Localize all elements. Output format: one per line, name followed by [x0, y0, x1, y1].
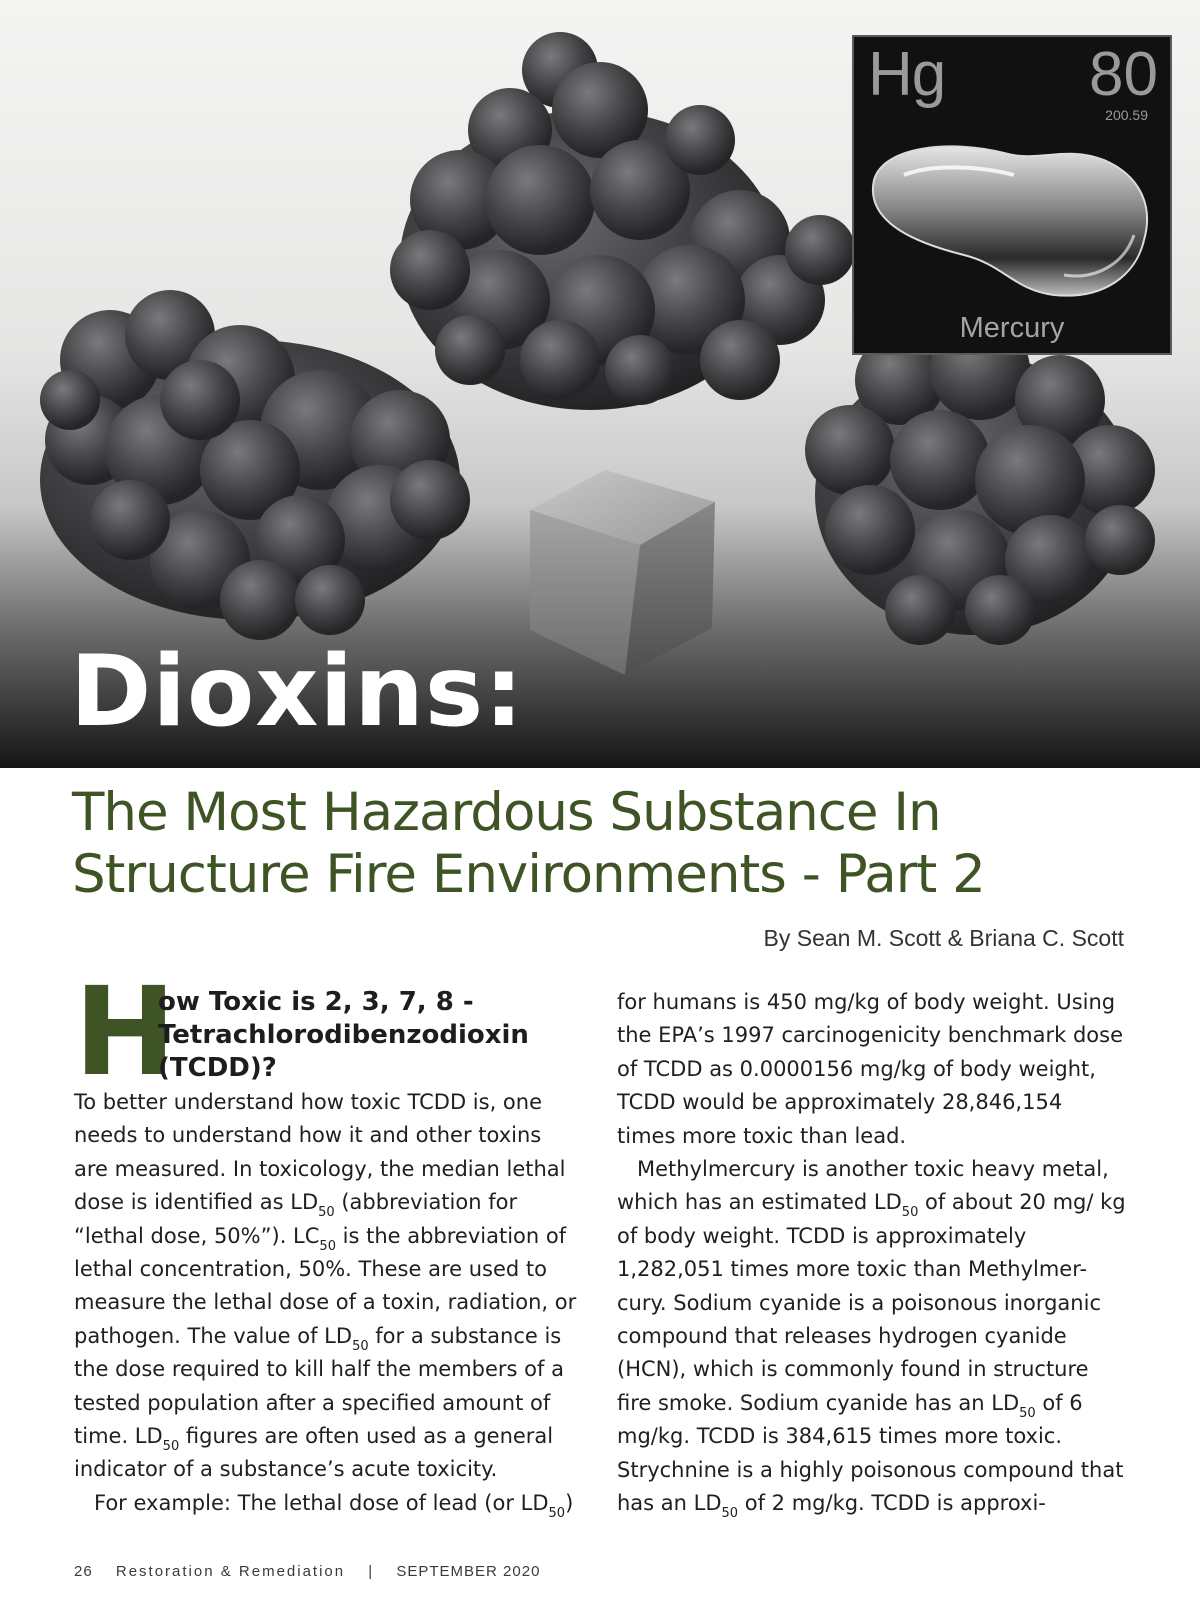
- drop-cap: H: [74, 961, 174, 1103]
- element-name: Mercury: [959, 312, 1065, 344]
- subtitle-part: - Part 2: [785, 844, 985, 905]
- right-rock: [805, 320, 1155, 645]
- left-rock: [40, 290, 470, 640]
- article-column-left: [74, 961, 579, 1521]
- article-column-right: [617, 986, 1127, 1521]
- element-atomic-mass: 200.59: [1105, 107, 1148, 123]
- hero-title: Dioxins:: [70, 635, 525, 749]
- footer-separator: |: [368, 1563, 374, 1580]
- element-atomic-number: 80: [1089, 40, 1158, 109]
- byline: By Sean M. Scott & Briana C. Scott: [763, 925, 1124, 951]
- paragraph-ld50-definition: To better understand how toxic TCDD is, one needs to understand how it and other toxins are measured. In toxicology, the median lethal dose is identified as $LD_{50}$ (abbreviation for “lethal dose, 50%”). $LC_{50}$ is the abbreviation of lethal concentration, 50%. These are used to measure the lethal dose of a toxin, radiation, or pathogen. The value of $LD_{50}$ for a substance is the dose required to kill half the members of a tested population after a specified amount of time. $LD_{50}$ figures are often used as a general indicator of a substance’s acute toxicity.: [74, 1090, 577, 1482]
- center-rock: [390, 32, 855, 410]
- section-heading: ow Toxic is 2, 3, 7, 8 - Tetrachlorodibenzodioxin (TCDD)?: [158, 987, 529, 1083]
- page-footer: [74, 1563, 558, 1580]
- paragraph-methylmercury: Methylmercury is another toxic heavy metal, which has an estimated $LD_{50}$ of about 20 mg/ kg of body weight. TCDD is approximately 1,282,051 times more toxic than Methylmer-cury. Sodium cyanide is a poisonous inorganic compound that releases hydrogen cyanide (HCN), which is commonly found in structure fire smoke. Sodium cyanide has an $LD_{50}$ of 6 mg/kg. TCDD is 384,615 times more toxic. Strychnine is a highly poisonous compound that has an $LD_{50}$ of 2 mg/kg. TCDD is approxi-: [617, 1157, 1126, 1522]
- metal-cube: [530, 470, 715, 675]
- mercury-droplet-icon: [864, 125, 1164, 315]
- publication-name: Restoration & Remediation: [115, 1563, 346, 1580]
- paragraph-lead-comparison: for humans is 450 mg/kg of body weight. Using the EPA’s 1997 carcinogenicity benchmark dose of TCDD as 0.0000156 mg/kg of body weight, TCDD would be approximately 28,846,154 times more toxic than lead.: [617, 990, 1123, 1148]
- page-number: 26: [74, 1563, 93, 1580]
- issue-date: SEPTEMBER 2020: [396, 1563, 541, 1580]
- element-tile-mercury: [852, 35, 1172, 355]
- article-subtitle: [72, 782, 1132, 906]
- paragraph-lead-example: For example: The lethal dose of lead (or $LD_{50}$): [94, 1490, 574, 1521]
- hero-photo: [0, 0, 1200, 768]
- section-head: [74, 961, 579, 1103]
- element-symbol: Hg: [868, 40, 946, 109]
- subtitle-main: The Most Hazardous Substance In Structure Fire Environments: [72, 782, 941, 905]
